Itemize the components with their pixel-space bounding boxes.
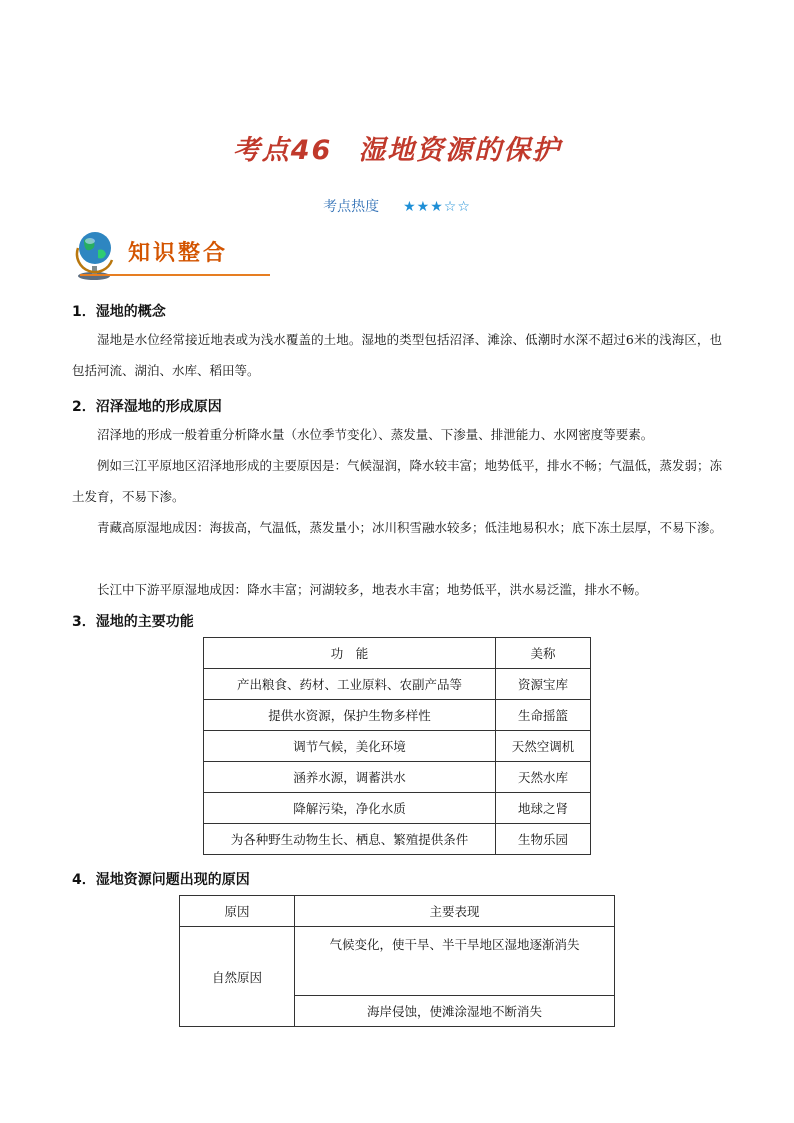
table-row — [204, 731, 591, 762]
heat-rating — [0, 196, 794, 216]
table-row — [204, 762, 591, 793]
function-cell: 涵养水源，调蓄洪水 — [204, 762, 496, 793]
header-cell: 美称 — [496, 638, 591, 669]
table-row — [204, 669, 591, 700]
table-row — [204, 700, 591, 731]
cause-table — [179, 895, 615, 1027]
manifestation-cell: 气候变化，使干旱、半干旱地区湿地逐渐消失 — [295, 927, 615, 996]
function-cell: 降解污染，净化水质 — [204, 793, 496, 824]
nickname-cell: 天然水库 — [496, 762, 591, 793]
nickname-cell: 地球之肾 — [496, 793, 591, 824]
section-heading-concept: 1．湿地的概念 — [72, 304, 166, 320]
heat-stars: ★★★☆☆ — [403, 199, 471, 215]
header-cell: 主要表现 — [295, 896, 615, 927]
table-header-row — [204, 638, 591, 669]
function-cell: 调节气候，美化环境 — [204, 731, 496, 762]
header-cell: 功 能 — [204, 638, 496, 669]
nickname-cell: 资源宝库 — [496, 669, 591, 700]
title-prefix: 考点46 — [232, 135, 333, 166]
header-cell: 原因 — [180, 896, 295, 927]
paragraph-formation-3: 青藏高原湿地成因：海拔高，气温低，蒸发量小；冰川积雪融水较多；低洼地易积水；底下冻土层厚，不易下渗。 — [97, 520, 723, 535]
heat-label: 考点热度 — [323, 199, 380, 215]
paragraph-concept: 湿地是水位经常接近地表或为浅水覆盖的土地。湿地的类型包括沼泽、滩涂、低潮时水深不超过6米的浅海区，也包括河流、湖泊、水库、稻田等。 — [72, 332, 722, 378]
title-main: 湿地资源的保护 — [358, 135, 562, 166]
function-cell: 为各种野生动物生长、栖息、繁殖提供条件 — [204, 824, 496, 855]
paragraph-formation-1: 沼泽地的形成一般着重分析降水量（水位季节变化）、蒸发量、下渗量、排泄能力、水网密度等要素。 — [97, 427, 654, 442]
table-row — [180, 927, 615, 996]
paragraph-formation-4: 长江中下游平原湿地成因：降水丰富；河湖较多，地表水丰富；地势低平，洪水易泛滥，排水不畅。 — [97, 582, 648, 597]
cause-group-cell: 自然原因 — [180, 927, 295, 1027]
function-cell: 提供水资源，保护生物多样性 — [204, 700, 496, 731]
table-row — [204, 793, 591, 824]
nickname-cell: 天然空调机 — [496, 731, 591, 762]
section-heading-functions: 3．湿地的主要功能 — [72, 614, 194, 630]
banner-label: 知识整合 — [128, 241, 229, 266]
manifestation-cell: 海岸侵蚀，使滩涂湿地不断消失 — [295, 996, 615, 1027]
nickname-cell: 生物乐园 — [496, 824, 591, 855]
table-row — [204, 824, 591, 855]
page-title — [0, 128, 794, 167]
banner-underline — [80, 274, 270, 276]
paragraph-formation-2: 例如三江平原地区沼泽地形成的主要原因是：气候湿润，降水较丰富；地势低平，排水不畅；气温低，蒸发弱；冻土发育，不易下渗。 — [72, 458, 723, 504]
table-header-row — [180, 896, 615, 927]
section-banner — [72, 226, 272, 282]
function-cell: 产出粮食、药材、工业原料、农副产品等 — [204, 669, 496, 700]
nickname-cell: 生命摇篮 — [496, 700, 591, 731]
section-heading-causes: 4．湿地资源问题出现的原因 — [72, 872, 250, 888]
section-heading-formation: 2．沼泽湿地的形成原因 — [72, 399, 222, 415]
function-table — [203, 637, 591, 855]
